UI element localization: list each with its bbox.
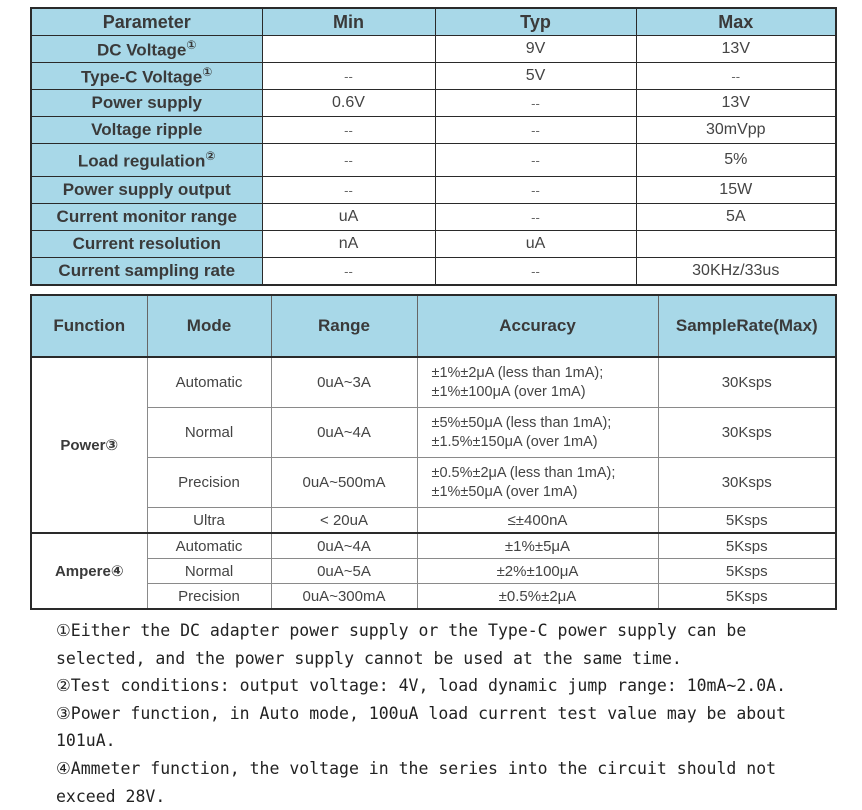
- mode-cell: Normal: [147, 408, 271, 458]
- range-cell: 0uA~500mA: [271, 458, 417, 508]
- mode-row: [31, 357, 836, 408]
- footnote-4: ④Ammeter function, the voltage in the series into the circuit should not exceed 28V.: [56, 758, 777, 806]
- range-cell: 0uA~5A: [271, 559, 417, 584]
- footnote-1: ①Either the DC adapter power supply or the Type-C power supply can be selected, and the power supply cannot be used at the same time.: [56, 621, 747, 668]
- max-cell: 13V: [636, 36, 836, 63]
- typ-cell: --: [435, 258, 636, 286]
- rate-cell: 5Ksps: [658, 559, 836, 584]
- max-cell: 5%: [636, 144, 836, 177]
- accuracy-cell: [417, 357, 658, 408]
- param-cell: [31, 63, 262, 90]
- spec-row: [31, 36, 836, 63]
- rate-cell: 30Ksps: [658, 408, 836, 458]
- footnote-mark: ②: [205, 148, 216, 163]
- spec-header-row: [31, 8, 836, 36]
- mode-cell: Precision: [147, 458, 271, 508]
- param-cell: Current resolution: [31, 231, 262, 258]
- mode-cell: Precision: [147, 584, 271, 610]
- spec-row: [31, 258, 836, 286]
- typ-cell: --: [435, 117, 636, 144]
- accuracy-line-1: ±1%±2μA (less than 1mA);: [431, 364, 604, 381]
- param-cell: [31, 36, 262, 63]
- header-typ: Typ: [435, 8, 636, 36]
- accuracy-line-2: ±1%±100μA (over 1mA): [431, 383, 586, 400]
- min-cell: --: [262, 258, 435, 286]
- accuracy-line-2: ±1%±50μA (over 1mA): [431, 483, 578, 500]
- param-cell: Current sampling rate: [31, 258, 262, 286]
- footnotes: [56, 617, 836, 810]
- rate-cell: 30Ksps: [658, 458, 836, 508]
- typ-cell: --: [435, 90, 636, 117]
- mode-cell: Ultra: [147, 508, 271, 534]
- header-parameter: Parameter: [31, 8, 262, 36]
- param-label: Load regulation: [77, 151, 206, 171]
- mode-cell: Normal: [147, 559, 271, 584]
- accuracy-line-2: ±1.5%±150μA (over 1mA): [431, 433, 598, 450]
- range-cell: 0uA~300mA: [271, 584, 417, 610]
- mode-table: [30, 294, 837, 610]
- param-label: DC Voltage: [96, 40, 187, 60]
- max-cell: --: [636, 63, 836, 90]
- mode-row: [31, 458, 836, 508]
- max-cell: 13V: [636, 90, 836, 117]
- mode-cell: Automatic: [147, 357, 271, 408]
- accuracy-cell: ±0.5%±2μA: [417, 584, 658, 610]
- spec-row: [31, 144, 836, 177]
- param-cell: Current monitor range: [31, 204, 262, 231]
- rate-cell: 5Ksps: [658, 508, 836, 534]
- header-max: Max: [636, 8, 836, 36]
- function-power: Power③: [31, 357, 147, 533]
- min-cell: --: [262, 63, 435, 90]
- spec-row: [31, 90, 836, 117]
- spec-row: [31, 177, 836, 204]
- typ-cell: --: [435, 144, 636, 177]
- min-cell: [262, 36, 435, 63]
- accuracy-line-1: ±5%±50μA (less than 1mA);: [431, 414, 612, 431]
- typ-cell: --: [435, 177, 636, 204]
- typ-cell: 9V: [435, 36, 636, 63]
- min-cell: --: [262, 144, 435, 177]
- accuracy-cell: ±2%±100μA: [417, 559, 658, 584]
- footnote-3: ③Power function, in Auto mode, 100uA load current test value may be about 101uA.: [56, 703, 787, 751]
- accuracy-cell: [417, 458, 658, 508]
- typ-cell: 5V: [435, 63, 636, 90]
- max-cell: [636, 231, 836, 258]
- mode-row: [31, 559, 836, 584]
- mode-header-row: [31, 295, 836, 357]
- mode-row: [31, 584, 836, 610]
- header-min: Min: [262, 8, 435, 36]
- mode-row: [31, 533, 836, 559]
- max-cell: 30KHz/33us: [636, 258, 836, 286]
- max-cell: 30mVpp: [636, 117, 836, 144]
- spec-row: [31, 231, 836, 258]
- min-cell: --: [262, 117, 435, 144]
- param-cell: Power supply: [31, 90, 262, 117]
- typ-cell: --: [435, 204, 636, 231]
- min-cell: uA: [262, 204, 435, 231]
- header-mode: Mode: [147, 295, 271, 357]
- range-cell: < 20uA: [271, 508, 417, 534]
- mode-row: [31, 408, 836, 458]
- min-cell: nA: [262, 231, 435, 258]
- param-label: Type-C Voltage: [81, 67, 203, 87]
- accuracy-line-1: ±0.5%±2μA (less than 1mA);: [431, 464, 616, 481]
- accuracy-cell: ±1%±5μA: [417, 533, 658, 559]
- spec-row: [31, 117, 836, 144]
- param-cell: Power supply output: [31, 177, 262, 204]
- max-cell: 15W: [636, 177, 836, 204]
- rate-cell: 5Ksps: [658, 584, 836, 610]
- accuracy-cell: ≤±400nA: [417, 508, 658, 534]
- spec-row: [31, 204, 836, 231]
- header-accuracy: Accuracy: [417, 295, 658, 357]
- min-cell: 0.6V: [262, 90, 435, 117]
- spec-row: [31, 63, 836, 90]
- range-cell: 0uA~4A: [271, 533, 417, 559]
- param-cell: Voltage ripple: [31, 117, 262, 144]
- range-cell: 0uA~4A: [271, 408, 417, 458]
- min-cell: --: [262, 177, 435, 204]
- spec-table: [30, 7, 837, 286]
- header-function: Function: [31, 295, 147, 357]
- range-cell: 0uA~3A: [271, 357, 417, 408]
- header-samplerate: SampleRate(Max): [658, 295, 836, 357]
- rate-cell: 5Ksps: [658, 533, 836, 559]
- footnote-2: ②Test conditions: output voltage: 4V, load dynamic jump range: 10mA~2.0A.: [56, 676, 787, 696]
- param-cell: [31, 144, 262, 177]
- rate-cell: 30Ksps: [658, 357, 836, 408]
- function-ampere: Ampere④: [31, 533, 147, 609]
- footnote-mark: ①: [202, 64, 213, 79]
- typ-cell: uA: [435, 231, 636, 258]
- mode-row: [31, 508, 836, 534]
- accuracy-cell: [417, 408, 658, 458]
- footnote-mark: ①: [186, 37, 197, 52]
- header-range: Range: [271, 295, 417, 357]
- mode-cell: Automatic: [147, 533, 271, 559]
- max-cell: 5A: [636, 204, 836, 231]
